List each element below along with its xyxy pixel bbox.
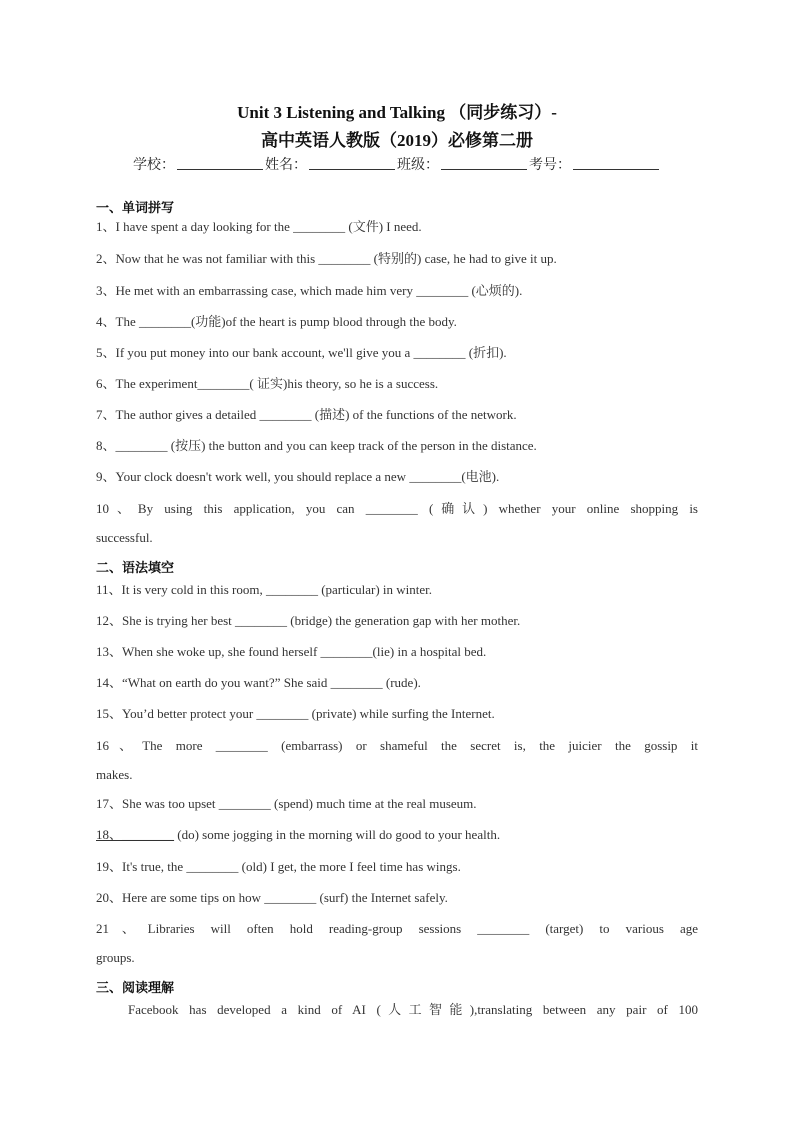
question-11: 11、It is very cold in this room, ________ (particular) in winter. — [96, 582, 433, 597]
question-16-line-2: makes. — [96, 767, 133, 782]
question-1: 1、I have spent a day looking for the ________ (文件) I need. — [96, 219, 422, 234]
question-6: 6、The experiment________( 证实)his theory, so he is a success. — [96, 376, 439, 391]
question-21 — [96, 914, 698, 972]
question-4: 4、The ________(功能)of the heart is pump blood through the body. — [96, 314, 457, 329]
question-21-line-2: groups. — [96, 950, 135, 965]
exam-no-label: 考号： — [529, 158, 571, 173]
question-3: 3、He met with an embarrassing case, which made him very ________ (心烦的). — [96, 283, 523, 298]
question-10-line-2: successful. — [96, 530, 153, 545]
question-18 — [96, 820, 698, 849]
question-5: 5、If you put money into our bank account, we'll give you a ________ (折扣). — [96, 345, 507, 360]
school-blank[interactable] — [177, 157, 263, 170]
question-10 — [96, 494, 698, 552]
question-14: 14、“What on earth do you want?” She said ________ (rude). — [96, 675, 421, 690]
question-20: 20、Here are some tips on how ________ (surf) the Internet safely. — [96, 890, 448, 905]
school-label: 学校： — [133, 158, 175, 173]
name-blank[interactable] — [309, 157, 395, 170]
question-8: 8、________ (按压) the button and you can keep track of the person in the distance. — [96, 438, 537, 453]
class-blank[interactable] — [441, 157, 527, 170]
student-info-fields — [0, 154, 794, 174]
exam-no-blank[interactable] — [573, 157, 659, 170]
class-label: 班级： — [397, 158, 439, 173]
question-16-line-1: 16、The more ________ (embarrass) or shameful the secret is, the juicier the gossip it — [96, 738, 698, 753]
title-line-2: 高中英语人教版（2019）必修第二册 — [261, 131, 533, 150]
section-heading-spelling: 一、单词拼写 — [96, 201, 175, 216]
question-15: 15、You’d better protect your ________ (private) while surfing the Internet. — [96, 706, 495, 721]
question-12: 12、She is trying her best ________ (bridge) the generation gap with her mother. — [96, 613, 521, 628]
section-heading-grammar: 二、语法填空 — [96, 561, 175, 576]
question-16 — [96, 731, 698, 789]
question-18-number: 18、________ — [96, 827, 175, 842]
question-17: 17、She was too upset ________ (spend) much time at the real museum. — [96, 796, 477, 811]
reading-passage-line-1: Facebook has developed a kind of AI (人工智能),translating between any pair of 100 — [128, 1002, 698, 1017]
question-18-text: (do) some jogging in the morning will do good to your health. — [174, 827, 501, 842]
question-9: 9、Your clock doesn't work well, you should replace a new ________(电池). — [96, 469, 500, 484]
question-7: 7、The author gives a detailed ________ (描述) of the functions of the network. — [96, 407, 517, 422]
section-heading-reading: 三、阅读理解 — [96, 981, 175, 996]
question-21-line-1: 21、Libraries will often hold reading-group sessions ________ (target) to various age — [96, 921, 698, 936]
question-10-line-1: 10、By using this application, you can ________ (确认) whether your online shopping is — [96, 501, 698, 516]
question-19: 19、It's true, the ________ (old) I get, the more I feel time has wings. — [96, 859, 461, 874]
title-line-1: Unit 3 Listening and Talking （同步练习）- — [237, 103, 557, 122]
question-13: 13、When she woke up, she found herself ________(lie) in a hospital bed. — [96, 644, 487, 659]
question-2: 2、Now that he was not familiar with this ________ (特别的) case, he had to give it up. — [96, 251, 557, 266]
name-label: 姓名： — [265, 158, 307, 173]
